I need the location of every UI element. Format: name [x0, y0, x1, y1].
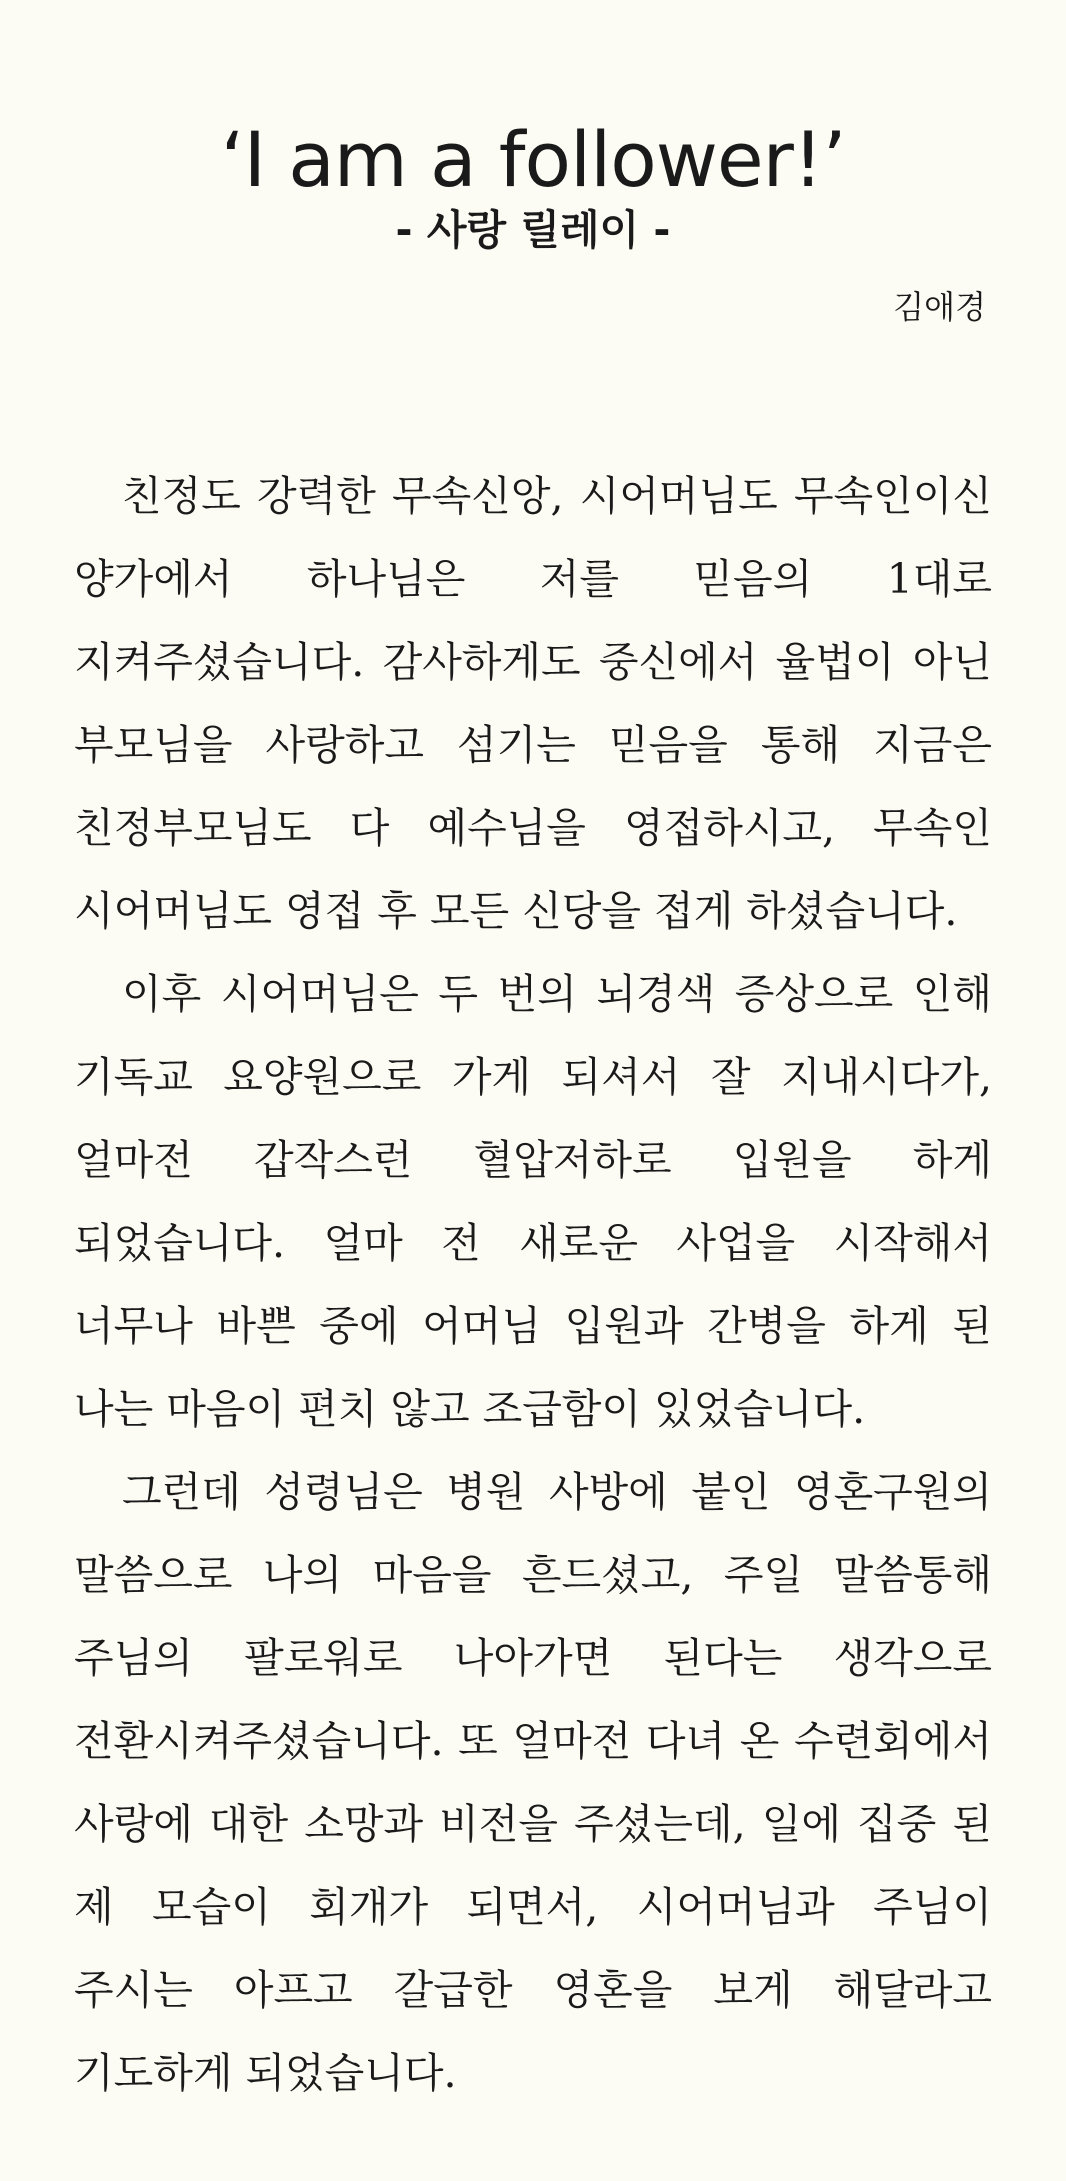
- paragraph: 이후 시어머님은 두 번의 뇌경색 증상으로 인해 기독교 요양원으로 가게 되셔서 잘 지내시다가, 얼마전 갑작스런 혈압저하로 입원을 하게 되었습니다. 얼마 전 새로운 사업을 시작해서 너무나 바쁜 중에 어머님 입원과 간병을 하게 된 나는 마음이 편치 않고 조급함이 있었습니다.: [74, 970, 992, 1433]
- author-name: 김애경: [893, 288, 986, 326]
- page-subtitle: - 사랑 릴레이 -: [395, 206, 671, 254]
- paragraph: 친정도 강력한 무속신앙, 시어머님도 무속인이신 양가에서 하나님은 저를 믿음의 1대로 지켜주셨습니다. 감사하게도 중신에서 율법이 아닌 부모님을 사랑하고 섬기는 믿음을 통해 지금은 친정부모님도 다 예수님을 영접하시고, 무속인 시어머님도 영접 후 모든 신당을 접게 하셨습니다.: [74, 472, 992, 935]
- article-body: [74, 455, 992, 2115]
- paragraph: 그런데 성령님은 병원 사방에 붙인 영혼구원의 말씀으로 나의 마음을 흔드셨고, 주일 말씀통해 주님의 팔로워로 나아가면 된다는 생각으로 전환시켜주셨습니다. 또 얼마전 다녀 온 수련회에서 사랑에 대한 소망과 비전을 주셨는데, 일에 집중 된 제 모습이 회개가 되면서, 시어머님과 주님이 주시는 아프고 갈급한 영혼을 보게 해달라고 기도하게 되었습니다.: [74, 1468, 992, 2097]
- page-title: ‘I am a follower!’: [220, 115, 846, 204]
